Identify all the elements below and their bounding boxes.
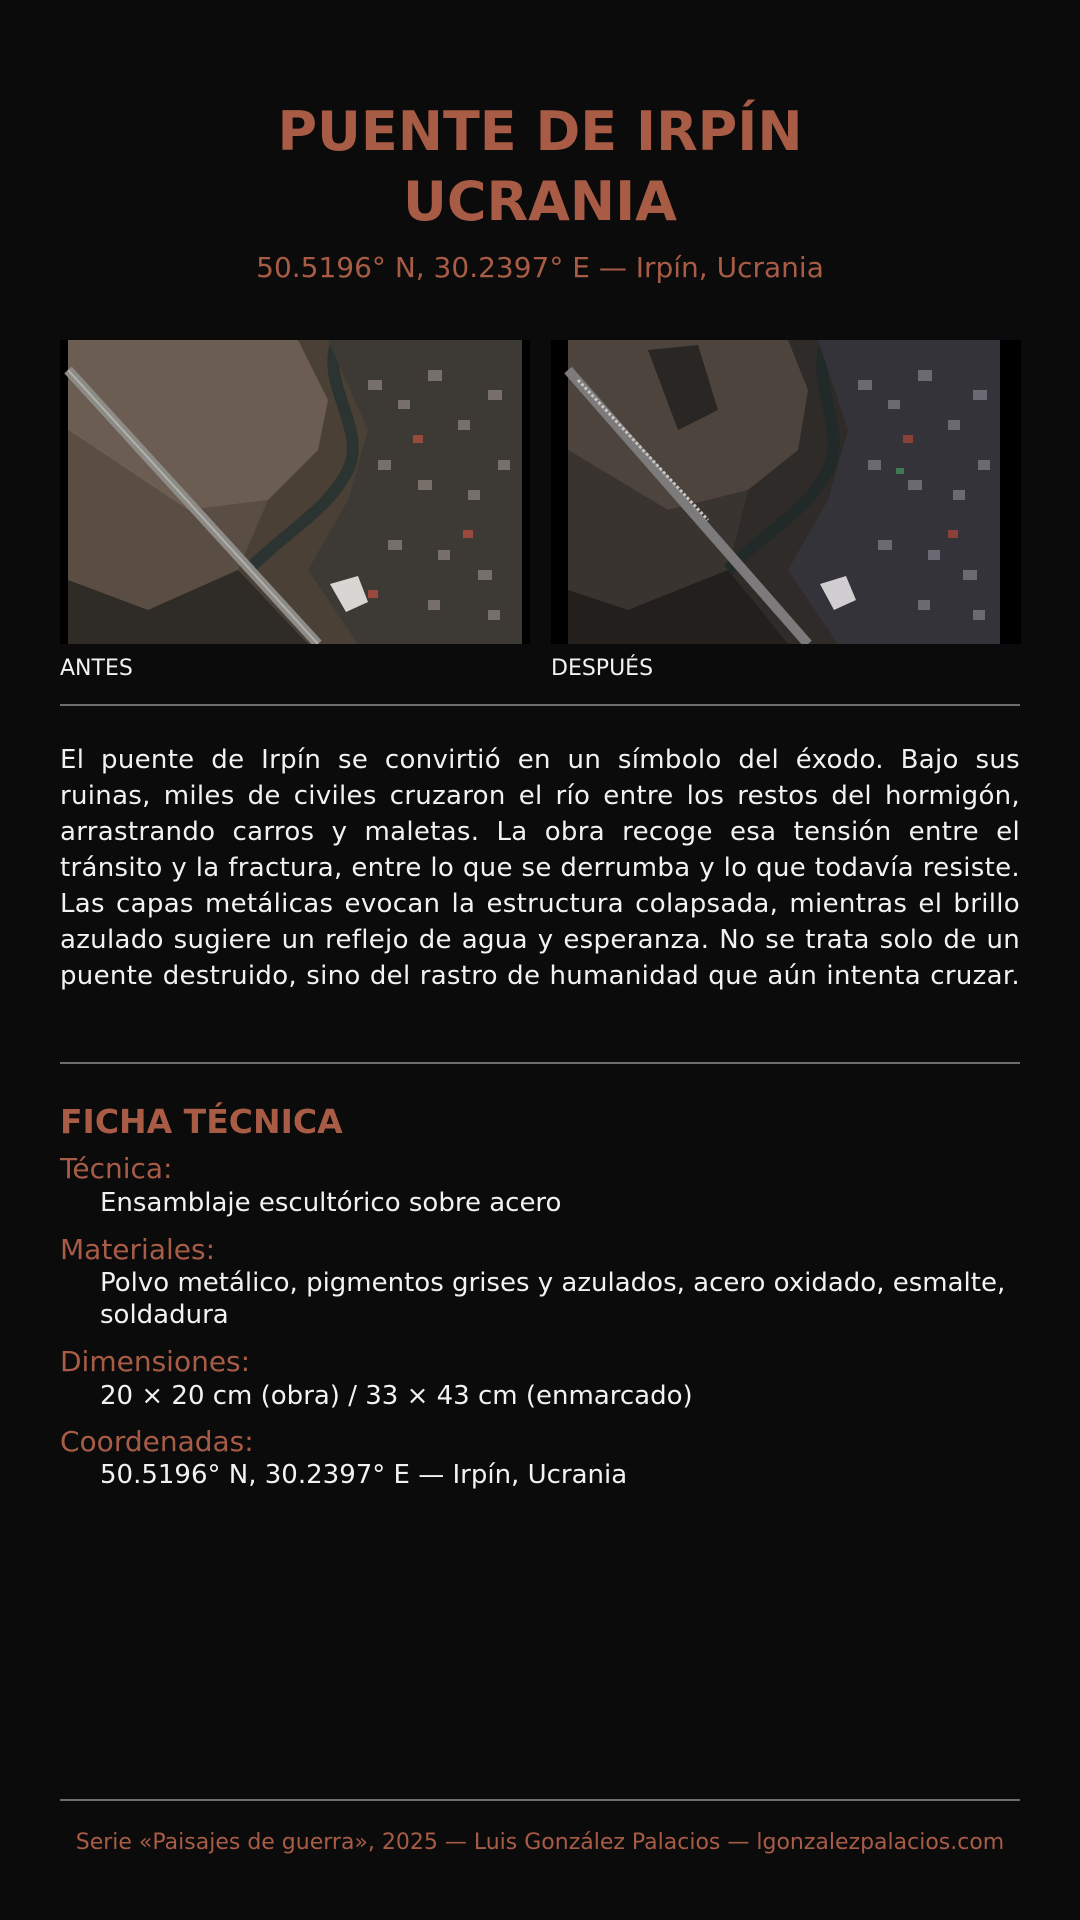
coordinates-subtitle: 50.5196° N, 30.2397° E — Irpín, Ucrania [256, 251, 824, 284]
divider [60, 704, 1020, 706]
dimensions-value: 20 × 20 cm (obra) / 33 × 43 cm (enmarcado) [100, 1381, 693, 1411]
coordinates-label: Coordenadas: [60, 1425, 254, 1458]
before-label: ANTES [60, 656, 133, 681]
dimensions-label: Dimensiones: [60, 1345, 251, 1378]
materials-value: Polvo metálico, pigmentos grises y azulados, acero oxidado, esmalte, soldadura [100, 1268, 1006, 1330]
page-title-line-2: UCRANIA [403, 170, 677, 233]
footer-credits: Serie «Paisajes de guerra», 2025 — Luis González Palacios — lgonzalezpalacios.com [75, 1830, 1005, 1855]
after-label: DESPUÉS [551, 656, 654, 681]
divider [60, 1062, 1020, 1064]
description-paragraph: El puente de Irpín se convirtió en un símbolo del éxodo. Bajo sus ruinas, miles de civiles cruzaron el río entre los restos del hormigón, arrastrando carros y maletas. La obra recoge esa tensión entre el tránsito y la fractura, entre lo que se derrumba y lo que todavía resiste. Las capas metálicas evocan la estructura colapsada, mientras el brillo azulado sugiere un reflejo de agua y esperanza. No se trata solo de un puente destruido, sino del rastro de humanidad que aún intenta cruzar. [60, 745, 1020, 991]
after-satellite-image [551, 340, 1021, 644]
page-title-line-1: PUENTE DE IRPÍN [277, 100, 803, 163]
materials-label: Materiales: [60, 1233, 215, 1266]
technical-sheet-title: FICHA TÉCNICA [60, 1102, 343, 1141]
coordinates-value: 50.5196° N, 30.2397° E — Irpín, Ucrania [100, 1460, 628, 1490]
divider [60, 1799, 1020, 1801]
technique-value: Ensamblaje escultórico sobre acero [100, 1188, 562, 1218]
before-satellite-image [60, 340, 530, 644]
technique-label: Técnica: [60, 1152, 173, 1185]
